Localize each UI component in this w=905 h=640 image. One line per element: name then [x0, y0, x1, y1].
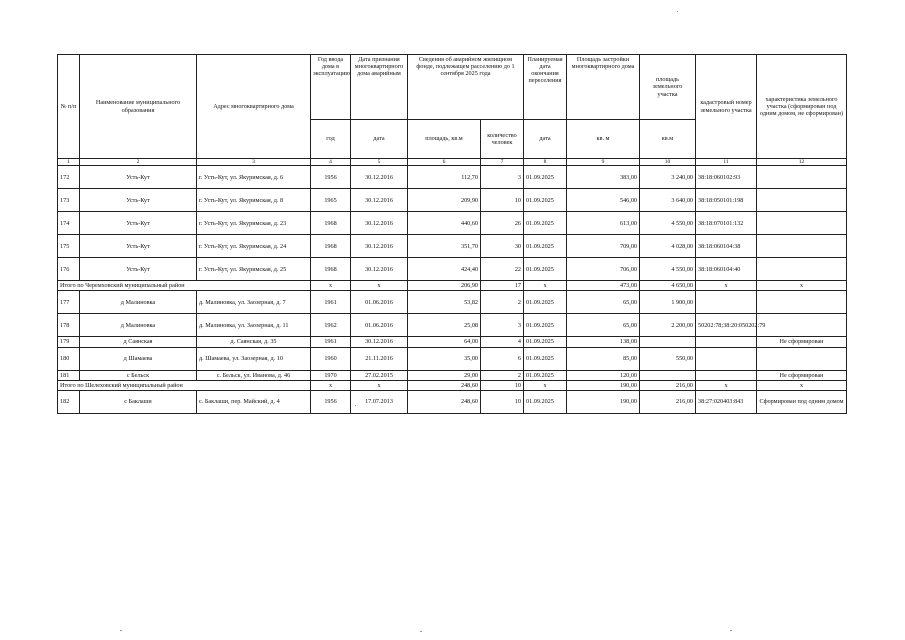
cell-year: 1960 [311, 347, 351, 370]
table-body [58, 166, 847, 414]
cell-building-area: 65,00 [567, 291, 640, 314]
scan-speck [120, 630, 122, 631]
column-number: 10 [640, 159, 696, 166]
cell-people: 30 [481, 235, 524, 258]
cell-date: 30.12.2016 [351, 189, 408, 212]
cell-no: 180 [58, 347, 80, 370]
cell-cadastral [696, 347, 757, 370]
table-row [58, 337, 847, 347]
cell-people: 3 [481, 314, 524, 337]
cell-building-area: 613,00 [567, 212, 640, 235]
cell-date: 30.12.2016 [351, 235, 408, 258]
cell-date: 30.12.2016 [351, 166, 408, 189]
subheader-year: год [311, 120, 351, 159]
total-year: х [311, 380, 351, 390]
cell-no: 179 [58, 337, 80, 347]
cell-address: г. Усть-Кут, ул. Якуримская, д. 23 [197, 212, 311, 235]
total-area: 248,60 [408, 380, 481, 390]
cell-land-characteristic [757, 235, 847, 258]
table-row [58, 166, 847, 189]
cell-building-area: 706,00 [567, 258, 640, 281]
cell-planned-date: 01.09.2025 [524, 390, 567, 413]
cell-address: д. Саянская, д. 35 [197, 337, 311, 347]
total-date: х [351, 380, 408, 390]
cell-people: 10 [481, 189, 524, 212]
cell-cadastral [696, 337, 757, 347]
cell-cadastral [696, 370, 757, 380]
cell-year: 1961 [311, 291, 351, 314]
cell-land-characteristic [757, 189, 847, 212]
scan-speck [677, 11, 678, 12]
emergency-housing-table [57, 54, 847, 414]
cell-building-area: 709,00 [567, 235, 640, 258]
subheader-date: дата [351, 120, 408, 159]
total-row [58, 380, 847, 390]
cell-land-area: 550,00 [640, 347, 696, 370]
column-number: 11 [696, 159, 757, 166]
total-label: Итого по Черемховский муниципальный район [58, 281, 311, 291]
cell-land-characteristic [757, 347, 847, 370]
cell-date: 30.12.2016 [351, 212, 408, 235]
total-building-area: 190,00 [567, 380, 640, 390]
cell-municipality: д Шамаева [80, 347, 197, 370]
cell-no: 178 [58, 314, 80, 337]
cell-people: 3 [481, 166, 524, 189]
cell-land-area: 3 240,00 [640, 166, 696, 189]
cell-cadastral: 38:18:060102:93 [696, 166, 757, 189]
cell-land-area: 216,00 [640, 390, 696, 413]
cell-area: 424,40 [408, 258, 481, 281]
total-cadastral: х [696, 380, 757, 390]
cell-land-characteristic [757, 258, 847, 281]
cell-land-area: 2 200,00 [640, 314, 696, 337]
cell-no: 177 [58, 291, 80, 314]
cell-planned-date: 01.09.2025 [524, 166, 567, 189]
col-header-land-characteristic: характеристика земельного участка (сформирован под одним домом, не сформирован) [757, 55, 847, 159]
column-number: 4 [311, 159, 351, 166]
col-header-building-area: Площадь застройки многоквартирного дома [567, 55, 640, 120]
cell-no: 181 [58, 370, 80, 380]
cell-building-area: 190,00 [567, 390, 640, 413]
cell-building-area: 85,00 [567, 347, 640, 370]
table-row [58, 314, 847, 337]
cell-no: 174 [58, 212, 80, 235]
cell-address: г. Усть-Кут, ул. Якуримская, д. 24 [197, 235, 311, 258]
column-number: 2 [80, 159, 197, 166]
total-planned-date: х [524, 380, 567, 390]
cell-cadastral: 38:27:020403:843 [696, 390, 757, 413]
cell-cadastral: 38:18:060104:38 [696, 235, 757, 258]
cell-people: 10 [481, 390, 524, 413]
cell-address: д. Шамаева, ул. Заозерная, д. 10 [197, 347, 311, 370]
cell-date: 17.07.2013 [351, 390, 408, 413]
cell-area: 209,90 [408, 189, 481, 212]
column-number: 1 [58, 159, 80, 166]
cell-date: 30.12.2016 [351, 337, 408, 347]
table-row [58, 291, 847, 314]
cell-land-area [640, 337, 696, 347]
cell-year: 1968 [311, 212, 351, 235]
cell-people: 2 [481, 370, 524, 380]
table-row [58, 235, 847, 258]
cell-area: 29,00 [408, 370, 481, 380]
column-number: 6 [408, 159, 481, 166]
subheader-planned-date: дата [524, 120, 567, 159]
cell-land-area: 4 550,00 [640, 212, 696, 235]
total-date: х [351, 281, 408, 291]
cell-planned-date: 01.09.2025 [524, 258, 567, 281]
cell-date: 01.06.2016 [351, 314, 408, 337]
cell-date: 01.06.2016 [351, 291, 408, 314]
col-header-recognition-date: Дата признания многоквартирного дома аварийным [351, 55, 408, 120]
cell-area: 248,60 [408, 390, 481, 413]
column-number: 5 [351, 159, 408, 166]
total-row [58, 281, 847, 291]
cell-people: 4 [481, 337, 524, 347]
total-label: Итого по Шелеховский муниципальный район [58, 380, 311, 390]
cell-cadastral: 38:18:070101:132 [696, 212, 757, 235]
col-header-planned-date: Планируемая дата окончания переселения [524, 55, 567, 120]
col-header-no: № п/п [58, 55, 80, 159]
cell-area: 351,70 [408, 235, 481, 258]
column-number: 12 [757, 159, 847, 166]
cell-municipality: с Бельск [80, 370, 197, 380]
cell-cadastral [696, 291, 757, 314]
scan-speck [730, 630, 732, 631]
cell-no: 182 [58, 390, 80, 413]
cell-land-area: 4 550,00 [640, 258, 696, 281]
col-header-info-group: Сведения об аварийном жилищном фонде, подлежащем расселению до 1 сентября 2025 года [408, 55, 524, 120]
cell-year: 1961 [311, 337, 351, 347]
cell-planned-date: 01.09.2025 [524, 235, 567, 258]
cell-people: 6 [481, 347, 524, 370]
table-row [58, 347, 847, 370]
cell-people: 26 [481, 212, 524, 235]
cell-address: г. Усть-Кут, ул. Якуримская, д. 6 [197, 166, 311, 189]
cell-land-characteristic [757, 166, 847, 189]
cell-building-area: 546,00 [567, 189, 640, 212]
table-row [58, 370, 847, 380]
subheader-area: площадь, кв.м [408, 120, 481, 159]
subheader-people: количество человек [481, 120, 524, 159]
cell-address: д. Малиновка, ул. Заозерная, д. 7 [197, 291, 311, 314]
col-header-year-built: Год ввода дома в эксплуатацию [311, 55, 351, 120]
cell-land-area: 4 028,00 [640, 235, 696, 258]
subheader-building-area-unit: кв. м [567, 120, 640, 159]
scan-speck [355, 405, 356, 406]
column-number: 9 [567, 159, 640, 166]
cell-date: 30.12.2016 [351, 258, 408, 281]
table-row [58, 212, 847, 235]
col-header-address: Адрес многоквартирного дома [197, 55, 311, 159]
cell-municipality: д Малиновка [80, 314, 197, 337]
col-header-municipality: Наименование муниципального образования [80, 55, 197, 159]
subheader-land-area-unit: кв.м [640, 120, 696, 159]
cell-municipality: Усть-Кут [80, 235, 197, 258]
cell-municipality: с Баклаши [80, 390, 197, 413]
cell-address: д. Малиновка, ул. Заозерная, д. 11 [197, 314, 311, 337]
cell-area: 64,00 [408, 337, 481, 347]
cell-address: с. Бельск, ул. Иванова, д. 46 [197, 370, 311, 380]
cell-area: 53,82 [408, 291, 481, 314]
cell-land-characteristic: Не сформирован [757, 370, 847, 380]
scan-speck [420, 631, 422, 632]
cell-municipality: д Саянская [80, 337, 197, 347]
table-row [58, 258, 847, 281]
cell-planned-date: 01.09.2025 [524, 291, 567, 314]
total-land-area: 4 650,00 [640, 281, 696, 291]
cell-address: г. Усть-Кут, ул. Якуримская, д. 8 [197, 189, 311, 212]
cell-planned-date: 01.09.2025 [524, 212, 567, 235]
table-row [58, 189, 847, 212]
cell-planned-date: 01.09.2025 [524, 337, 567, 347]
cell-no: 172 [58, 166, 80, 189]
cell-building-area: 138,00 [567, 337, 640, 347]
column-number: 3 [197, 159, 311, 166]
total-year: х [311, 281, 351, 291]
column-number: 7 [481, 159, 524, 166]
cell-land-area [640, 370, 696, 380]
cell-land-area: 3 640,00 [640, 189, 696, 212]
col-header-land-area: площадь земельного участка [640, 55, 696, 120]
cell-land-characteristic: Не сформирован [757, 337, 847, 347]
cell-area: 25,08 [408, 314, 481, 337]
cell-address: г. Усть-Кут, ул. Якуримская, д. 25 [197, 258, 311, 281]
cell-municipality: д Малиновка [80, 291, 197, 314]
cell-cadastral: 38:18:060104:40 [696, 258, 757, 281]
cell-date: 21.11.2016 [351, 347, 408, 370]
total-area: 206,90 [408, 281, 481, 291]
total-planned-date: х [524, 281, 567, 291]
cell-year: 1956 [311, 166, 351, 189]
cell-area: 440,60 [408, 212, 481, 235]
cell-year: 1962 [311, 314, 351, 337]
total-cadastral: х [696, 281, 757, 291]
cell-date: 27.02.2015 [351, 370, 408, 380]
table-header [58, 55, 847, 166]
cell-land-characteristic: Сформирован под одним домом [757, 390, 847, 413]
cell-municipality: Усть-Кут [80, 189, 197, 212]
cell-land-area: 1 900,00 [640, 291, 696, 314]
document-sheet [57, 54, 846, 414]
cell-cadastral: 38:18:050101:198 [696, 189, 757, 212]
cell-building-area: 383,00 [567, 166, 640, 189]
cell-people: 22 [481, 258, 524, 281]
cell-people: 2 [481, 291, 524, 314]
cell-year: 1965 [311, 189, 351, 212]
cell-land-characteristic [757, 212, 847, 235]
col-header-cadastral: кадастровый номер земельного участка [696, 55, 757, 159]
cell-cadastral: 50202:78;38:20:050202:79 [696, 314, 757, 337]
cell-year: 1956 [311, 390, 351, 413]
cell-year: 1970 [311, 370, 351, 380]
cell-address: с. Баклаши, пер. Майский, д. 4 [197, 390, 311, 413]
cell-planned-date: 01.09.2025 [524, 370, 567, 380]
total-people: 10 [481, 380, 524, 390]
table-row [58, 390, 847, 413]
cell-municipality: Усть-Кут [80, 258, 197, 281]
cell-building-area: 120,00 [567, 370, 640, 380]
cell-planned-date: 01.09.2025 [524, 189, 567, 212]
cell-no: 176 [58, 258, 80, 281]
total-land-area: 216,00 [640, 380, 696, 390]
cell-no: 175 [58, 235, 80, 258]
column-number: 8 [524, 159, 567, 166]
total-building-area: 473,00 [567, 281, 640, 291]
cell-no: 173 [58, 189, 80, 212]
cell-municipality: Усть-Кут [80, 166, 197, 189]
column-number-row [58, 159, 847, 166]
total-people: 17 [481, 281, 524, 291]
cell-land-characteristic [757, 291, 847, 314]
cell-planned-date: 01.09.2025 [524, 347, 567, 370]
cell-area: 35,00 [408, 347, 481, 370]
cell-year: 1968 [311, 235, 351, 258]
cell-municipality: Усть-Кут [80, 212, 197, 235]
cell-year: 1968 [311, 258, 351, 281]
cell-land-characteristic [757, 314, 847, 337]
total-land-characteristic: х [757, 281, 847, 291]
cell-area: 112,70 [408, 166, 481, 189]
cell-planned-date: 01.09.2025 [524, 314, 567, 337]
total-land-characteristic: х [757, 380, 847, 390]
cell-building-area: 65,00 [567, 314, 640, 337]
